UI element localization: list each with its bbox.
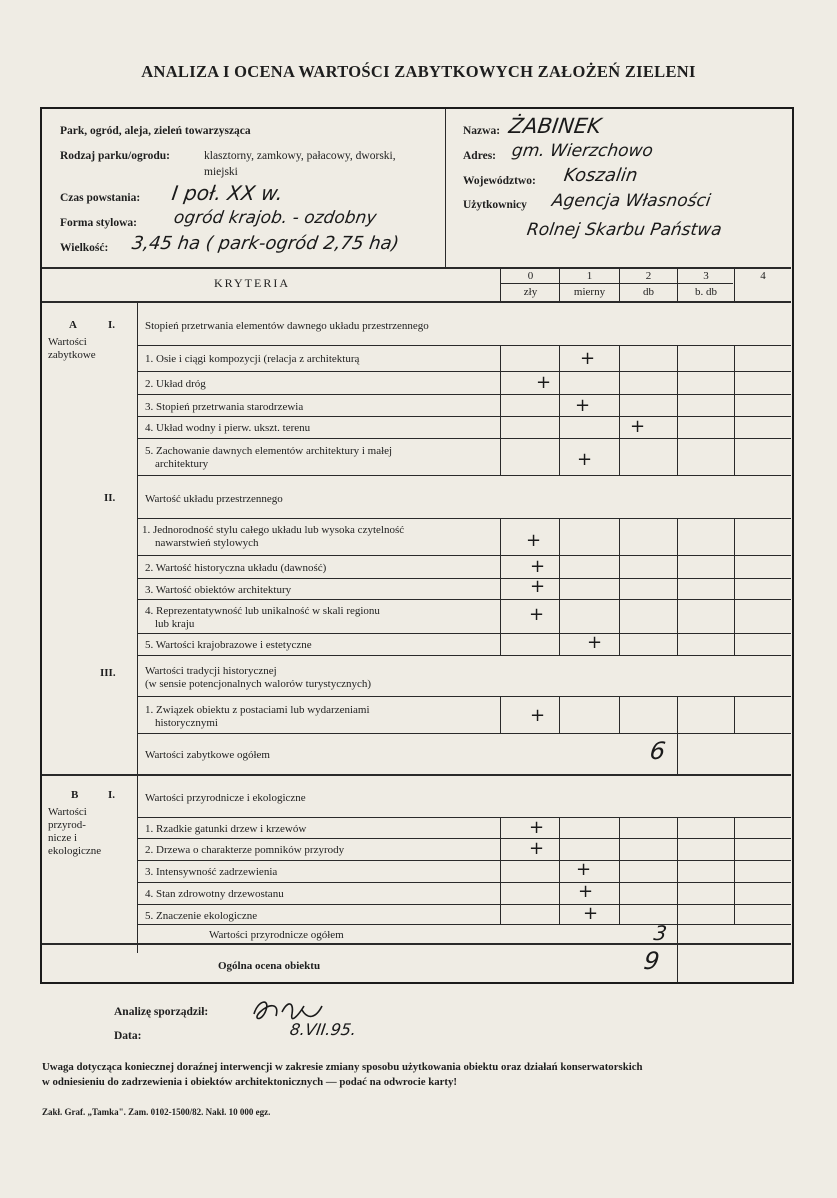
a3-row-line-0 xyxy=(137,696,791,697)
section-b-roman: I. xyxy=(108,789,116,801)
voivodeship-value: Koszalin xyxy=(562,165,639,186)
a1-item-5: 5. Zachowanie dawnych elementów architektury i małej xyxy=(145,445,393,457)
a2-col-1 xyxy=(559,518,560,655)
hdr-col-3 xyxy=(677,267,678,301)
a2-mark-5: + xyxy=(587,632,603,653)
b-row-line-4 xyxy=(137,904,791,905)
overall-label: Ogólna ocena obiektu xyxy=(218,960,321,972)
a2-row-line-5 xyxy=(137,655,791,656)
b-col-4 xyxy=(734,817,735,924)
b-item-5: 5. Znaczenie ekologiczne xyxy=(145,910,258,922)
object-type-line: Park, ogród, aleja, zieleń towarzysząca xyxy=(60,125,251,137)
a3-col-4 xyxy=(734,696,735,733)
park-kind-options-2: miejski xyxy=(204,166,238,178)
note-line-1: Uwaga dotycząca koniecznej doraźnej interwencji w zakresie zmiany sposobu użytkowania obiektu oraz działań konserwatorskich xyxy=(42,1061,643,1073)
b-mark-1: + xyxy=(529,817,545,838)
a1-item-2: 2. Układ dróg xyxy=(145,378,206,390)
b-col-1 xyxy=(559,817,560,924)
a1-item-1: 1. Osie i ciągi kompozycji (relacja z architekturą xyxy=(145,353,360,365)
a3-group-title: Wartości tradycji historycznej xyxy=(145,665,277,677)
a2-group-title: Wartość układu przestrzennego xyxy=(145,493,283,505)
a1-row-line-5 xyxy=(137,475,791,476)
score-2-num: 2 xyxy=(645,270,652,282)
a1-row-line-0 xyxy=(137,345,791,346)
a3-col-0 xyxy=(500,696,501,733)
a1-col-2 xyxy=(619,345,620,475)
date-label: Data: xyxy=(114,1030,142,1042)
a3-col-1 xyxy=(559,696,560,733)
users-value: Agencja Własności xyxy=(550,191,713,211)
a2-col-0 xyxy=(500,518,501,655)
section-ab-divider xyxy=(42,774,791,776)
overall-divider xyxy=(42,943,791,945)
date-value: 8.VII.95. xyxy=(288,1020,358,1039)
a1-row-line-4 xyxy=(137,438,791,439)
a2-mark-1: + xyxy=(526,530,542,551)
a1-col-3 xyxy=(677,345,678,475)
score-1-num: 1 xyxy=(586,270,593,282)
a2-item-5: 5. Wartości krajobrazowe i estetyczne xyxy=(145,639,312,651)
section-b-name-3: nicze i xyxy=(48,832,78,844)
b-col-2 xyxy=(619,817,620,924)
a2-mark-2: + xyxy=(530,556,546,577)
address-value: gm. Wierzchowo xyxy=(510,141,655,161)
b-mark-2: + xyxy=(529,838,545,859)
name-value: ŻABINEK xyxy=(507,114,603,138)
a1-mark-5: + xyxy=(577,449,593,470)
a3-mark-1: + xyxy=(530,705,546,726)
a2-col-2 xyxy=(619,518,620,655)
overall-value: 9 xyxy=(642,947,662,975)
a3-col-3 xyxy=(677,696,678,733)
a2-col-4 xyxy=(734,518,735,655)
a1-group-title: Stopień przetrwania elementów dawnego układu przestrzennego xyxy=(145,320,429,332)
score-3-word: b. db xyxy=(695,286,717,298)
note-line-2: w odniesieniu do zadrzewienia i obiektów architektonicznych — podać na odwrocie karty! xyxy=(42,1076,457,1088)
b-item-2: 2. Drzewa o charakterze pomników przyrody xyxy=(145,844,345,856)
b-row-line-0 xyxy=(137,817,791,818)
b-total-value: 3 xyxy=(652,921,669,945)
time-label: Czas powstania: xyxy=(60,192,141,204)
style-value: ogród krajob. - ozdobny xyxy=(172,208,378,228)
b-mark-4: + xyxy=(578,881,594,902)
section-b-letter: B xyxy=(71,789,79,801)
a2-item-4-cont: lub kraju xyxy=(155,618,195,630)
score-4-num: 4 xyxy=(760,270,766,282)
b-col-3 xyxy=(677,817,678,924)
a3-col-2 xyxy=(619,696,620,733)
a1-item-5-cont: architektury xyxy=(155,458,209,470)
b-total-label: Wartości przyrodnicze ogółem xyxy=(209,929,344,941)
size-value: 3,45 ha ( park-ogród 2,75 ha) xyxy=(130,233,401,254)
a2-row-line-3 xyxy=(137,599,791,600)
section-a-letter: A xyxy=(69,319,77,331)
address-label: Adres: xyxy=(463,150,497,162)
criteria-header-top xyxy=(42,267,791,269)
a1-row-line-3 xyxy=(137,416,791,417)
a1-row-line-1 xyxy=(137,371,791,372)
a2-row-line-1 xyxy=(137,555,791,556)
a3-group-title-2: (w sensie potencjonalnych walorów turystycznych) xyxy=(145,678,372,690)
b-col-0 xyxy=(500,817,501,924)
score-0-num: 0 xyxy=(527,270,534,282)
voivodeship-label: Województwo: xyxy=(463,175,536,187)
a1-item-3: 3. Stopień przetrwania starodrzewia xyxy=(145,401,304,413)
hdr-col-0 xyxy=(500,267,501,301)
score-0-word: zły xyxy=(523,286,538,298)
b-mark-3: + xyxy=(576,859,592,880)
score-2-word: db xyxy=(643,286,654,298)
hdr-col-2 xyxy=(619,267,620,301)
section-b-name-4: ekologiczne xyxy=(48,845,102,857)
print-info: Zakł. Graf. „Tamka". Zam. 0102-1500/82. Nakł. 10 000 egz. xyxy=(42,1107,271,1117)
criteria-label: KRYTERIA xyxy=(214,276,290,290)
section-b-name-2: przyrod- xyxy=(48,819,86,831)
hdr-col-4 xyxy=(734,267,735,301)
a1-mark-3: + xyxy=(575,395,591,416)
a2-row-line-2 xyxy=(137,578,791,579)
a1-mark-2: + xyxy=(536,372,552,393)
a2-row-line-4 xyxy=(137,633,791,634)
prepared-by-label: Analizę sporządził: xyxy=(114,1006,209,1018)
b-item-3: 3. Intensywność zadrzewienia xyxy=(145,866,278,878)
a1-mark-4: + xyxy=(630,416,646,437)
form-frame xyxy=(40,107,794,984)
overall-col xyxy=(677,943,678,982)
section-column-divider xyxy=(137,301,138,953)
form-title: ANALIZA I OCENA WARTOŚCI ZABYTKOWYCH ZAŁOŻEŃ ZIELENI xyxy=(141,62,696,81)
b-mark-5: + xyxy=(583,903,599,924)
section-a-roman: I. xyxy=(108,319,116,331)
section-a-name-1: Wartości xyxy=(48,336,87,348)
b-row-line-1 xyxy=(137,838,791,839)
park-kind-label: Rodzaj parku/ogrodu: xyxy=(60,150,171,162)
a2-roman: II. xyxy=(104,492,116,504)
score-number-divider xyxy=(500,283,733,284)
a2-item-4: 4. Reprezentatywność lub unikalność w skali regionu xyxy=(145,605,380,617)
a3-roman: III. xyxy=(100,667,116,679)
a2-row-line-0 xyxy=(137,518,791,519)
a2-col-3 xyxy=(677,518,678,655)
a1-col-4 xyxy=(734,345,735,475)
b-row-line-3 xyxy=(137,882,791,883)
criteria-header-bottom xyxy=(42,301,791,303)
a1-col-0 xyxy=(500,345,501,475)
a3-item-1: 1. Związek obiektu z postaciami lub wydarzeniami xyxy=(145,704,370,716)
score-3-num: 3 xyxy=(703,270,709,282)
style-label: Forma stylowa: xyxy=(60,217,137,229)
users-label: Użytkownicy xyxy=(463,199,527,211)
a-total-col xyxy=(677,733,678,774)
a1-row-line-2 xyxy=(137,394,791,395)
a2-mark-3: + xyxy=(530,576,546,597)
b-row-line-2 xyxy=(137,860,791,861)
section-b-name-1: Wartości xyxy=(48,806,87,818)
size-label: Wielkość: xyxy=(60,242,109,254)
a1-item-4: 4. Układ wodny i pierw. ukszt. terenu xyxy=(145,422,311,434)
b-row-line-5 xyxy=(137,924,791,925)
a3-item-1-cont: historycznymi xyxy=(155,717,218,729)
section-a-name-2: zabytkowe xyxy=(48,349,96,361)
a2-item-3: 3. Wartość obiektów architektury xyxy=(145,584,292,596)
name-label: Nazwa: xyxy=(463,125,501,137)
a2-mark-4: + xyxy=(529,604,545,625)
b-title: Wartości przyrodnicze i ekologiczne xyxy=(145,792,306,804)
a2-item-1-cont: nawarstwień stylowych xyxy=(155,537,259,549)
a1-mark-1: + xyxy=(580,348,596,369)
b-item-1: 1. Rzadkie gatunki drzew i krzewów xyxy=(145,823,307,835)
score-1-word: mierny xyxy=(573,286,606,298)
hdr-col-1 xyxy=(559,267,560,301)
a1-col-1 xyxy=(559,345,560,475)
a-total-label: Wartości zabytkowe ogółem xyxy=(145,749,270,761)
users-value-2: Rolnej Skarbu Państwa xyxy=(525,220,724,240)
park-kind-options: klasztorny, zamkowy, pałacowy, dworski, xyxy=(204,150,396,162)
a2-item-1: 1. Jednorodność stylu całego układu lub wysoka czytelność xyxy=(142,524,405,536)
header-divider xyxy=(445,109,446,268)
time-value: I poł. XX w. xyxy=(170,181,285,205)
b-item-4: 4. Stan zdrowotny drzewostanu xyxy=(145,888,284,900)
a3-row-line-1 xyxy=(137,733,791,734)
a2-item-2: 2. Wartość historyczna układu (dawność) xyxy=(145,562,327,574)
a-total-value: 6 xyxy=(648,737,668,765)
